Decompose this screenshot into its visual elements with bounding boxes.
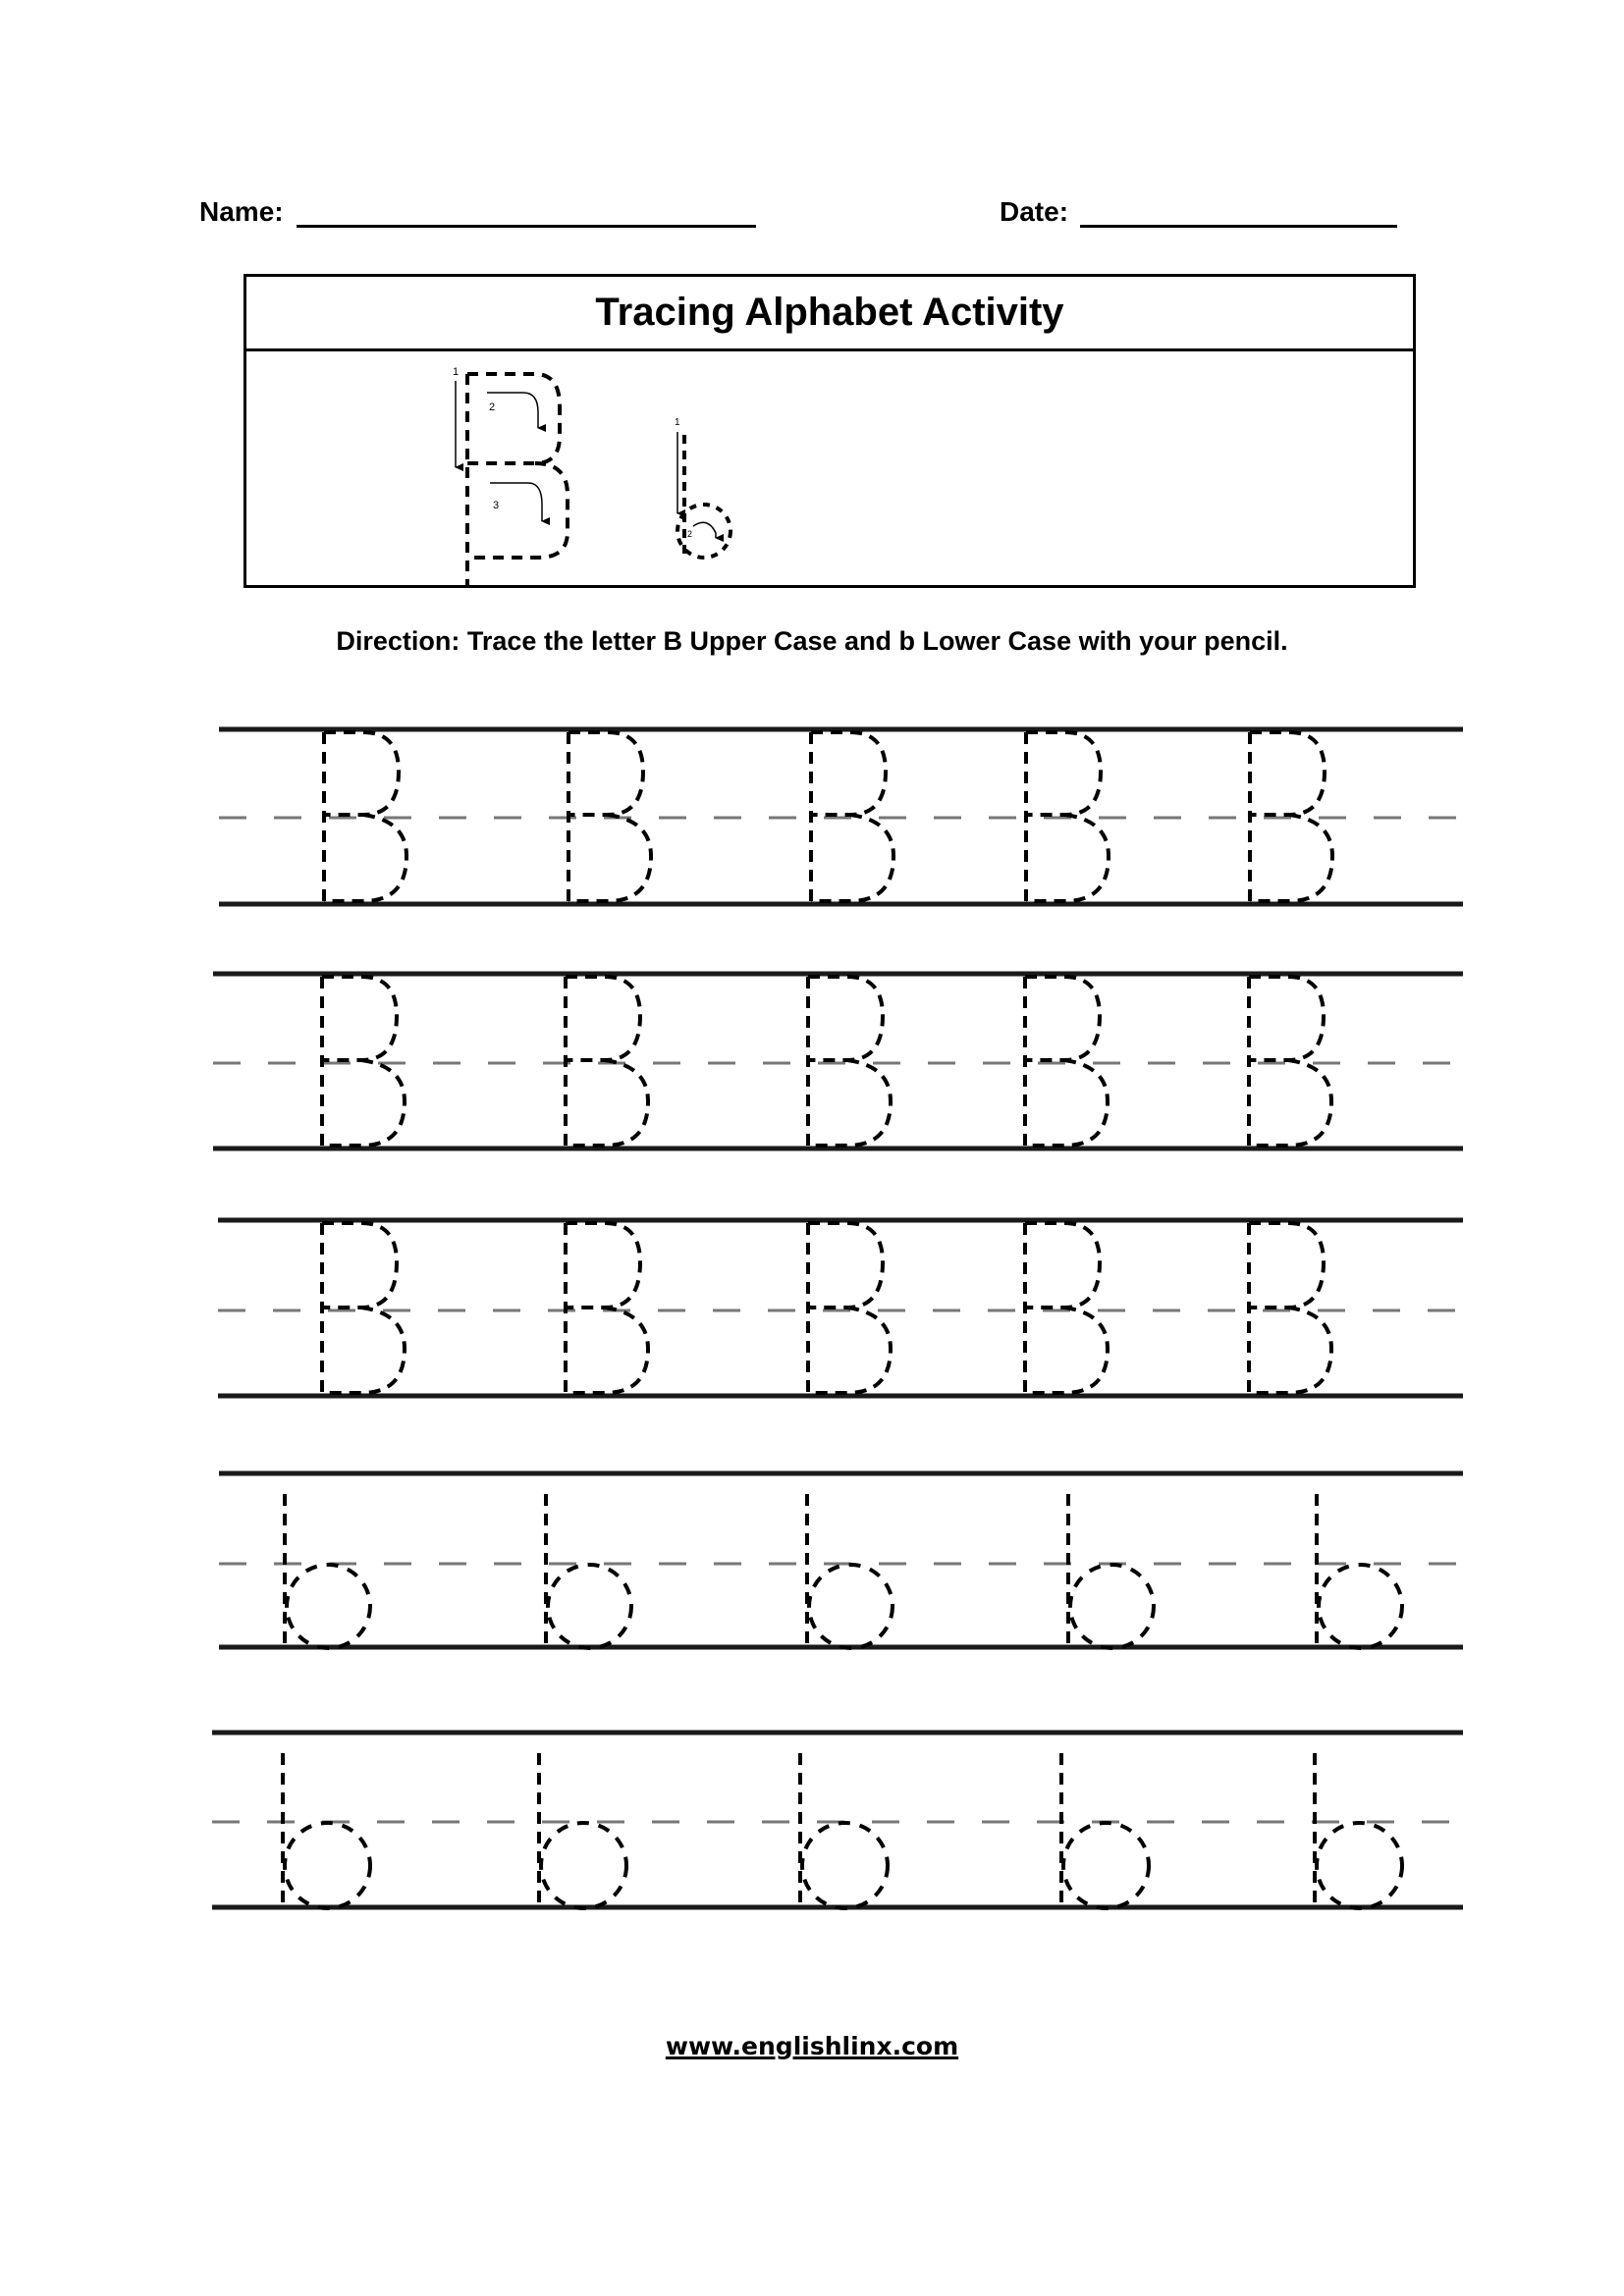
lowercase-b-bowl-trace[interactable] [1063, 1823, 1149, 1908]
lowercase-b-bowl-trace[interactable] [285, 1823, 370, 1908]
stroke-number-2-lower: 2 [687, 529, 693, 539]
uppercase-b-trace[interactable] [566, 977, 648, 1146]
uppercase-b-trace[interactable] [566, 1223, 648, 1393]
uppercase-b-trace[interactable] [1026, 732, 1109, 901]
practice-row[interactable] [212, 1733, 1463, 1908]
stroke-number-2: 2 [489, 401, 496, 413]
uppercase-b-trace[interactable] [808, 977, 891, 1146]
lowercase-b-bowl-trace[interactable] [1319, 1565, 1402, 1648]
uppercase-b-trace[interactable] [322, 977, 405, 1146]
uppercase-b-trace[interactable] [1025, 1223, 1108, 1393]
practice-row[interactable] [218, 1220, 1463, 1396]
lowercase-b-bowl-trace[interactable] [802, 1823, 888, 1908]
lowercase-b-bowl-trace[interactable] [809, 1565, 893, 1648]
uppercase-b-trace[interactable] [1249, 977, 1331, 1146]
uppercase-b-trace[interactable] [1249, 1223, 1331, 1393]
lowercase-b-bowl-trace[interactable] [1070, 1565, 1154, 1648]
practice-row[interactable] [219, 1473, 1463, 1648]
direction-text: Direction: Trace the letter B Upper Case and b Lower Case with your pencil. [336, 626, 1288, 656]
date-label: Date: [1000, 196, 1069, 227]
practice-row[interactable] [213, 974, 1463, 1148]
worksheet-title: Tracing Alphabet Activity [246, 277, 1413, 351]
name-label: Name: [199, 196, 284, 227]
uppercase-b-trace[interactable] [322, 1223, 405, 1393]
stroke-number-1-lower: 1 [675, 417, 680, 428]
lowercase-b-bowl-trace[interactable] [548, 1565, 631, 1648]
uppercase-b-trace[interactable] [808, 1223, 891, 1393]
footer-website-link[interactable]: www.englishlinx.com [665, 2032, 959, 2060]
lowercase-b-bowl-trace[interactable] [541, 1823, 626, 1908]
stroke-number-1: 1 [453, 366, 460, 378]
lowercase-b-bowl-trace[interactable] [1317, 1823, 1402, 1908]
lowercase-b-bowl-trace[interactable] [287, 1565, 370, 1648]
stroke-number-3: 3 [493, 500, 500, 511]
practice-row[interactable] [219, 729, 1463, 904]
uppercase-b-trace[interactable] [568, 732, 651, 901]
uppercase-b-trace[interactable] [1025, 977, 1108, 1146]
